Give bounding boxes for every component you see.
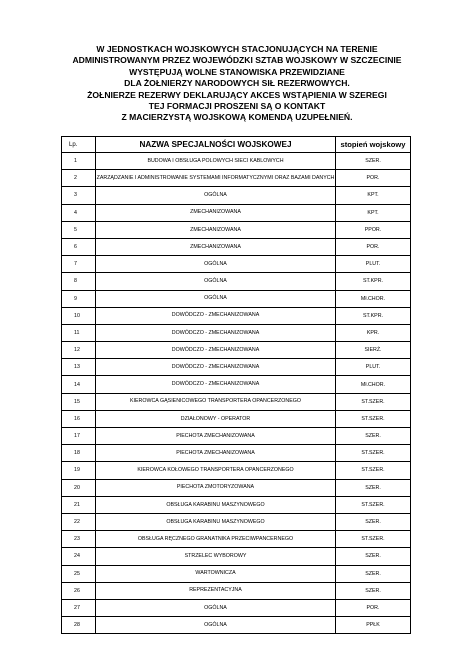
row-number: 20 <box>62 479 96 496</box>
table-row <box>62 393 411 410</box>
specialty-name: OBSŁUGA RĘCZNEGO GRANATNIKA PRZECIWPANCERNEGO <box>96 531 336 548</box>
specialty-name: STRZELEC WYBOROWY <box>96 548 336 565</box>
table-row <box>62 153 411 170</box>
table-row <box>62 410 411 427</box>
military-rank: ST.KPR. <box>336 307 411 324</box>
table-row <box>62 204 411 221</box>
row-number: 6 <box>62 238 96 255</box>
header-lp: Lp. <box>62 137 96 153</box>
row-number: 2 <box>62 170 96 187</box>
military-rank: KPT. <box>336 187 411 204</box>
row-number: 10 <box>62 307 96 324</box>
military-rank: SIERŻ. <box>336 342 411 359</box>
military-rank: SZER. <box>336 479 411 496</box>
heading-line: TEJ FORMACJI PROSZENI SĄ O KONTAKT <box>148 101 326 112</box>
vacancies-table <box>61 136 411 634</box>
military-rank: POR. <box>336 170 411 187</box>
military-rank: ST.SZER. <box>336 393 411 410</box>
military-rank: POR. <box>336 238 411 255</box>
row-number: 17 <box>62 428 96 445</box>
table-header-row <box>62 137 411 153</box>
header-specialty: NAZWA SPECJALNOŚCI WOJSKOWEJ <box>96 137 336 153</box>
table-row <box>62 376 411 393</box>
table-row <box>62 307 411 324</box>
heading-line: WYSTĘPUJĄ WOLNE STANOWISKA PRZEWIDZIANE <box>129 66 345 77</box>
table-row <box>62 428 411 445</box>
specialty-name: DOWÓDCZO - ZMECHANIZOWANA <box>96 359 336 376</box>
table-row <box>62 462 411 479</box>
table-row <box>62 513 411 530</box>
row-number: 11 <box>62 324 96 341</box>
military-rank: POR. <box>336 599 411 616</box>
specialty-name: PIECHOTA ZMOTORYZOWANA <box>96 479 336 496</box>
table-row <box>62 565 411 582</box>
military-rank: ST.KPR. <box>336 273 411 290</box>
specialty-name: OGÓLNA <box>96 290 336 307</box>
military-rank: PLUT. <box>336 256 411 273</box>
row-number: 27 <box>62 599 96 616</box>
specialty-name: DZIAŁONOWY - OPERATOR <box>96 410 336 427</box>
specialty-name: OGÓLNA <box>96 256 336 273</box>
table-row <box>62 479 411 496</box>
row-number: 23 <box>62 531 96 548</box>
table-row <box>62 445 411 462</box>
specialty-name: KIEROWCA GĄSIENICOWEGO TRANSPORTERA OPANCERZONEGO <box>96 393 336 410</box>
military-rank: SZER. <box>336 582 411 599</box>
announcement-heading <box>60 44 414 124</box>
specialty-name: REPREZENTACYJNA <box>96 582 336 599</box>
table-row <box>62 496 411 513</box>
specialty-name: OBSŁUGA KARABINU MASZYNOWEGO <box>96 496 336 513</box>
row-number: 25 <box>62 565 96 582</box>
table-row <box>62 221 411 238</box>
table-body <box>62 153 411 634</box>
row-number: 21 <box>62 496 96 513</box>
heading-line: W JEDNOSTKACH WOJSKOWYCH STACJONUJĄCYCH NA TERENIE <box>96 44 378 54</box>
specialty-name: DOWÓDCZO - ZMECHANIZOWANA <box>96 376 336 393</box>
row-number: 5 <box>62 221 96 238</box>
military-rank: ST.SZER. <box>336 410 411 427</box>
row-number: 18 <box>62 445 96 462</box>
specialty-name: KIEROWCA KOŁOWEGO TRANSPORTERA OPANCERZONEGO <box>96 462 336 479</box>
row-number: 16 <box>62 410 96 427</box>
table-row <box>62 582 411 599</box>
row-number: 22 <box>62 513 96 530</box>
table-row <box>62 170 411 187</box>
row-number: 1 <box>62 153 96 170</box>
military-rank: SZER. <box>336 513 411 530</box>
specialty-name: OGÓLNA <box>96 187 336 204</box>
row-number: 26 <box>62 582 96 599</box>
row-number: 28 <box>62 617 96 634</box>
row-number: 8 <box>62 273 96 290</box>
military-rank: ST.SZER. <box>336 462 411 479</box>
heading-line: DLA ŻOŁNIERZY NARODOWYCH SIŁ REZERWOWYCH. <box>124 78 350 89</box>
military-rank: KPR. <box>336 324 411 341</box>
military-rank: KPT. <box>336 204 411 221</box>
specialty-name: ZMECHANIZOWANA <box>96 204 336 221</box>
table-row <box>62 342 411 359</box>
row-number: 4 <box>62 204 96 221</box>
military-rank: SZER. <box>336 153 411 170</box>
military-rank: SZER. <box>336 428 411 445</box>
table-row <box>62 599 411 616</box>
specialty-name: ZARZĄDZANIE I ADMINISTROWANIE SYSTEMAMI INFORMATYCZNYMI ORAZ BAZAMI DANYCH <box>96 170 336 187</box>
specialty-name: OBSŁUGA KARABINU MASZYNOWEGO <box>96 513 336 530</box>
military-rank: Mł.CHOR. <box>336 290 411 307</box>
row-number: 7 <box>62 256 96 273</box>
specialty-name: ZMECHANIZOWANA <box>96 221 336 238</box>
table-row <box>62 617 411 634</box>
table-row <box>62 548 411 565</box>
row-number: 12 <box>62 342 96 359</box>
table-row <box>62 187 411 204</box>
row-number: 14 <box>62 376 96 393</box>
military-rank: ST.SZER. <box>336 445 411 462</box>
header-rank: stopień wojskowy <box>336 137 411 153</box>
specialty-name: ZMECHANIZOWANA <box>96 238 336 255</box>
specialty-name: PIECHOTA ZMECHANIZOWANA <box>96 428 336 445</box>
table-row <box>62 359 411 376</box>
military-rank: Mł.CHOR. <box>336 376 411 393</box>
table-row <box>62 531 411 548</box>
row-number: 3 <box>62 187 96 204</box>
table-row <box>62 290 411 307</box>
row-number: 19 <box>62 462 96 479</box>
military-rank: ST.SZER. <box>336 531 411 548</box>
heading-line: ŻOŁNIERZE REZERWY DEKLARUJĄCY AKCES WSTĄPIENIA W SZEREGI <box>87 89 387 100</box>
table-row <box>62 324 411 341</box>
specialty-name: DOWÓDCZO - ZMECHANIZOWANA <box>96 307 336 324</box>
specialty-name: OGÓLNA <box>96 273 336 290</box>
heading-line: ADMINISTROWANYM PRZEZ WOJEWÓDZKI SZTAB WOJSKOWY W SZCZECINIE <box>72 55 402 66</box>
table-row <box>62 256 411 273</box>
military-rank: PLUT. <box>336 359 411 376</box>
specialty-name: OGÓLNA <box>96 617 336 634</box>
table-row <box>62 238 411 255</box>
table-row <box>62 273 411 290</box>
row-number: 13 <box>62 359 96 376</box>
row-number: 24 <box>62 548 96 565</box>
military-rank: PPŁK <box>336 617 411 634</box>
specialty-name: PIECHOTA ZMECHANIZOWANA <box>96 445 336 462</box>
row-number: 9 <box>62 290 96 307</box>
specialty-name: WARTOWNICZA <box>96 565 336 582</box>
military-rank: SZER. <box>336 565 411 582</box>
military-rank: ST.SZER. <box>336 496 411 513</box>
specialty-name: DOWÓDCZO - ZMECHANIZOWANA <box>96 342 336 359</box>
military-rank: PPOR. <box>336 221 411 238</box>
specialty-name: OGÓLNA <box>96 599 336 616</box>
heading-line: Z MACIERZYSTĄ WOJSKOWĄ KOMENDĄ UZUPEŁNIEŃ. <box>121 112 353 123</box>
military-rank: SZER. <box>336 548 411 565</box>
row-number: 15 <box>62 393 96 410</box>
specialty-name: DOWÓDCZO - ZMECHANIZOWANA <box>96 324 336 341</box>
specialty-name: BUDOWA I OBSŁUGA POLOWYCH SIECI KABLOWYCH <box>96 153 336 170</box>
